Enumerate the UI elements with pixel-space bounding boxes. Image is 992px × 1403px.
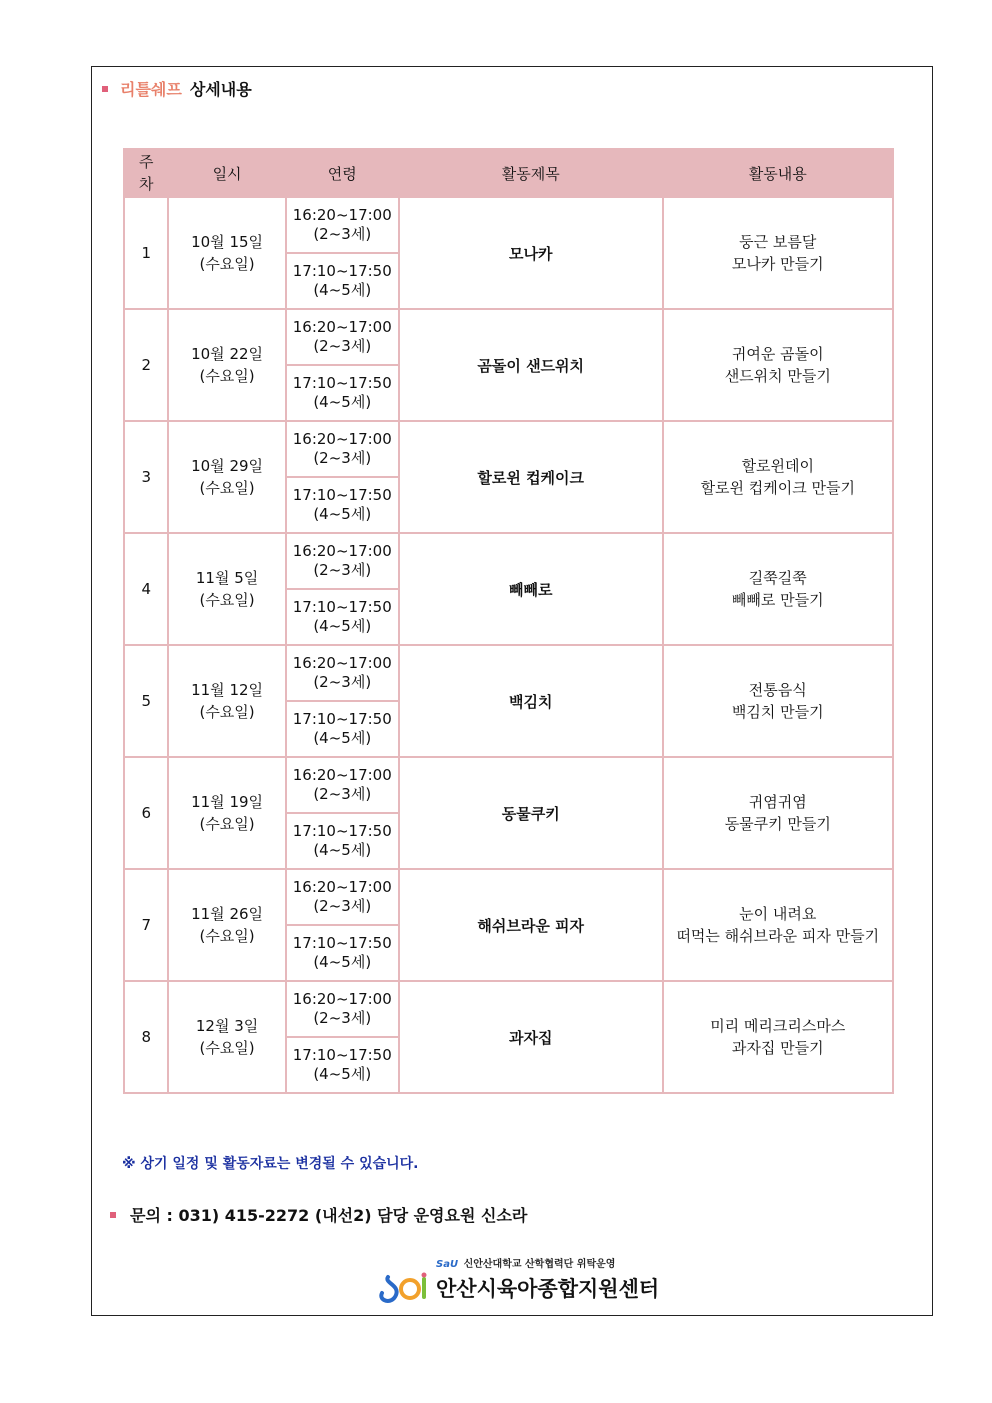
slot-age: (4~5세)	[313, 281, 372, 299]
date-cell	[168, 645, 285, 757]
footer-logo-block	[374, 1253, 674, 1307]
program-name: 리틀쉐프	[120, 80, 182, 99]
date-cell	[168, 309, 285, 421]
slot-age: (2~3세)	[313, 785, 372, 803]
header-age: 연령	[286, 149, 399, 197]
activity-content-cell	[663, 645, 893, 757]
week-cell: 7	[124, 869, 168, 981]
table-row	[124, 533, 893, 589]
table-row	[124, 309, 893, 365]
header-week-line1: 주	[138, 153, 154, 171]
activity-title-cell: 과자집	[399, 981, 663, 1093]
date-text: 11월 26일	[191, 905, 264, 923]
week-cell: 5	[124, 645, 168, 757]
slot-time: 16:20~17:00	[292, 206, 392, 224]
content-line1: 귀여운 곰돌이	[731, 345, 824, 363]
slot-time: 17:10~17:50	[292, 486, 392, 504]
day-text: (수요일)	[199, 815, 255, 833]
table-row	[124, 869, 893, 925]
day-text: (수요일)	[199, 255, 255, 273]
activity-title-cell: 곰돌이 샌드위치	[399, 309, 663, 421]
slot-time: 17:10~17:50	[292, 598, 392, 616]
header-week	[124, 149, 168, 197]
header-week-line2: 차	[138, 175, 154, 193]
week-cell: 6	[124, 757, 168, 869]
age-slot-cell	[286, 701, 399, 757]
slot-age: (2~3세)	[313, 337, 372, 355]
slot-time: 16:20~17:00	[292, 542, 392, 560]
content-line2: 동물쿠키 만들기	[724, 815, 831, 833]
content-line2: 백김치 만들기	[731, 703, 824, 721]
square-bullet-icon	[102, 86, 108, 92]
slot-age: (2~3세)	[313, 449, 372, 467]
day-text: (수요일)	[199, 1039, 255, 1057]
date-text: 11월 5일	[195, 569, 259, 587]
content-line1: 할로윈데이	[741, 457, 815, 475]
slot-time: 16:20~17:00	[292, 878, 392, 896]
activity-title-cell: 모나카	[399, 197, 663, 309]
center-name: 안산시육아종합지원센터	[436, 1277, 660, 1301]
slot-age: (4~5세)	[313, 1065, 372, 1083]
age-slot-cell	[286, 421, 399, 477]
activity-content-cell	[663, 197, 893, 309]
date-text: 11월 12일	[191, 681, 264, 699]
slot-time: 16:20~17:00	[292, 990, 392, 1008]
table-row	[124, 421, 893, 477]
table-row	[124, 645, 893, 701]
age-slot-cell	[286, 589, 399, 645]
slot-time: 17:10~17:50	[292, 1046, 392, 1064]
slot-age: (4~5세)	[313, 617, 372, 635]
content-line2: 떠먹는 해쉬브라운 피자 만들기	[676, 927, 880, 945]
date-cell	[168, 981, 285, 1093]
content-line1: 길쭉길쭉	[748, 569, 807, 587]
slot-time: 17:10~17:50	[292, 822, 392, 840]
content-line1: 귀염귀염	[748, 793, 807, 811]
day-text: (수요일)	[199, 927, 255, 945]
header-date: 일시	[168, 149, 285, 197]
content-line2: 모나카 만들기	[731, 255, 824, 273]
slot-age: (2~3세)	[313, 897, 372, 915]
activity-content-cell	[663, 757, 893, 869]
age-slot-cell	[286, 309, 399, 365]
content-line1: 눈이 내려요	[739, 905, 817, 923]
age-slot-cell	[286, 197, 399, 253]
operator-line	[436, 1255, 615, 1270]
slot-age: (4~5세)	[313, 729, 372, 747]
section-title: 상세내용	[189, 80, 252, 99]
day-text: (수요일)	[199, 479, 255, 497]
activity-content-cell	[663, 533, 893, 645]
activity-content-cell	[663, 421, 893, 533]
slot-age: (2~3세)	[313, 561, 372, 579]
document-frame	[91, 66, 933, 1316]
day-text: (수요일)	[199, 367, 255, 385]
content-line2: 과자집 만들기	[731, 1039, 824, 1057]
week-cell: 4	[124, 533, 168, 645]
age-slot-cell	[286, 813, 399, 869]
slot-time: 17:10~17:50	[292, 934, 392, 952]
activity-title-cell: 빼빼로	[399, 533, 663, 645]
activity-title-cell: 해쉬브라운 피자	[399, 869, 663, 981]
week-cell: 1	[124, 197, 168, 309]
age-slot-cell	[286, 365, 399, 421]
week-cell: 3	[124, 421, 168, 533]
day-text: (수요일)	[199, 703, 255, 721]
age-slot-cell	[286, 869, 399, 925]
slot-age: (4~5세)	[313, 505, 372, 523]
contact-line	[110, 1203, 527, 1226]
age-slot-cell	[286, 477, 399, 533]
activity-content-cell	[663, 981, 893, 1093]
age-slot-cell	[286, 981, 399, 1037]
content-line1: 미리 메리크리스마스	[710, 1017, 846, 1035]
table-row	[124, 757, 893, 813]
slot-age: (2~3세)	[313, 1009, 372, 1027]
age-slot-cell	[286, 925, 399, 981]
slot-age: (2~3세)	[313, 673, 372, 691]
header-title: 활동제목	[399, 149, 663, 197]
activity-content-cell	[663, 869, 893, 981]
contact-text: 문의 : 031) 415-2272 (내선2) 담당 운영요원 신소라	[130, 1206, 528, 1225]
table-header-row	[124, 149, 893, 197]
slot-time: 17:10~17:50	[292, 710, 392, 728]
date-text: 11월 19일	[191, 793, 264, 811]
age-slot-cell	[286, 757, 399, 813]
week-cell: 8	[124, 981, 168, 1093]
slot-time: 16:20~17:00	[292, 430, 392, 448]
slot-time: 17:10~17:50	[292, 262, 392, 280]
square-bullet-icon	[110, 1212, 116, 1218]
schedule-body	[124, 197, 893, 1093]
date-text: 12월 3일	[195, 1017, 259, 1035]
section-heading	[102, 77, 252, 100]
activity-title-cell: 할로윈 컵케이크	[399, 421, 663, 533]
age-slot-cell	[286, 253, 399, 309]
center-logo-icon	[376, 1271, 432, 1305]
date-cell	[168, 869, 285, 981]
sau-logo-text: SaU	[436, 1259, 459, 1270]
slot-time: 16:20~17:00	[292, 766, 392, 784]
date-text: 10월 22일	[191, 345, 264, 363]
day-text: (수요일)	[199, 591, 255, 609]
operator-text: 신안산대학교 산학협력단 위탁운영	[463, 1259, 616, 1270]
age-slot-cell	[286, 533, 399, 589]
content-line2: 빼빼로 만들기	[731, 591, 824, 609]
slot-age: (4~5세)	[313, 393, 372, 411]
table-row	[124, 981, 893, 1037]
date-text: 10월 15일	[191, 233, 264, 251]
date-cell	[168, 533, 285, 645]
slot-time: 17:10~17:50	[292, 374, 392, 392]
date-cell	[168, 421, 285, 533]
content-line2: 할로윈 컵케이크 만들기	[700, 479, 855, 497]
table-row	[124, 197, 893, 253]
week-cell: 2	[124, 309, 168, 421]
date-cell	[168, 757, 285, 869]
content-line1: 전통음식	[748, 681, 807, 699]
activity-title-cell: 백김치	[399, 645, 663, 757]
content-line2: 샌드위치 만들기	[724, 367, 831, 385]
slot-age: (4~5세)	[313, 841, 372, 859]
slot-time: 16:20~17:00	[292, 318, 392, 336]
slot-age: (2~3세)	[313, 225, 372, 243]
age-slot-cell	[286, 645, 399, 701]
activity-content-cell	[663, 309, 893, 421]
schedule-table	[123, 148, 894, 1094]
slot-time: 16:20~17:00	[292, 654, 392, 672]
change-notice: ※ 상기 일정 및 활동자료는 변경될 수 있습니다.	[122, 1156, 419, 1172]
slot-age: (4~5세)	[313, 953, 372, 971]
date-cell	[168, 197, 285, 309]
date-text: 10월 29일	[191, 457, 264, 475]
header-content: 활동내용	[663, 149, 893, 197]
activity-title-cell: 동물쿠키	[399, 757, 663, 869]
content-line1: 둥근 보름달	[739, 233, 817, 251]
age-slot-cell	[286, 1037, 399, 1093]
